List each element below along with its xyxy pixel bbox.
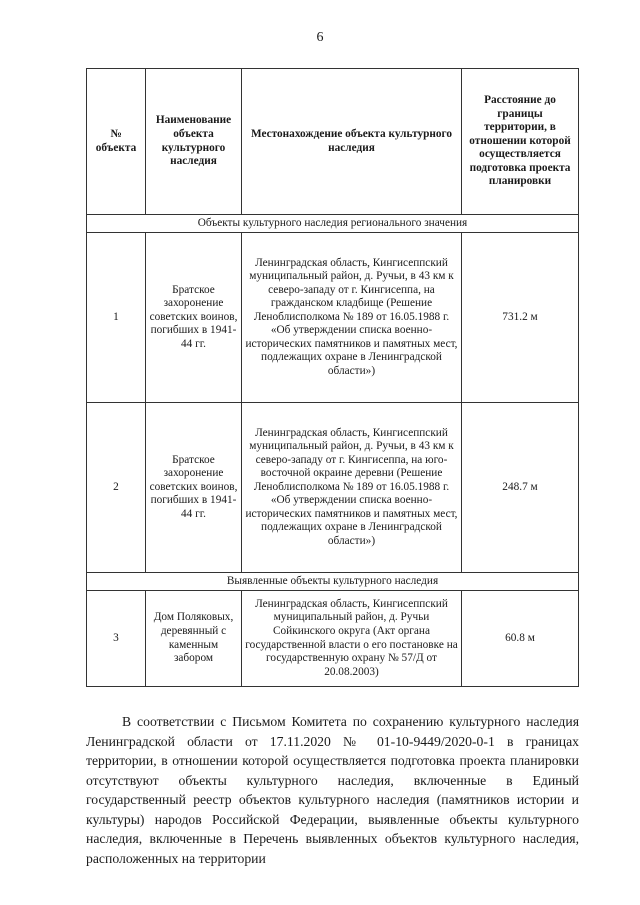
table-row bbox=[87, 233, 579, 403]
table-header-row bbox=[87, 69, 579, 215]
row-number: 3 bbox=[87, 591, 146, 687]
row-object-name: Братское захоронение советских воинов, погибших в 1941-44 гг. bbox=[146, 233, 242, 403]
section-row-identified bbox=[87, 573, 579, 591]
table-row bbox=[87, 403, 579, 573]
row-object-name: Братское захоронение советских воинов, погибших в 1941-44 гг. bbox=[146, 403, 242, 573]
row-distance: 60.8 м bbox=[462, 591, 579, 687]
row-distance: 731.2 м bbox=[462, 233, 579, 403]
row-object-location: Ленинградская область, Кингисеппский муниципальный район, д. Ручьи Сойкинского округа (Акт органа государственной власти о его постановке на государственную охрану № 57/Д от 20.08.2003) bbox=[242, 591, 462, 687]
row-number: 2 bbox=[87, 403, 146, 573]
header-object-location: Местонахождение объекта культурного наследия bbox=[242, 69, 462, 215]
body-paragraph: В соответствии с Письмом Комитета по сохранению культурного наследия Ленинградской области от 17.11.2020 № 01-10-9449/2020-0-1 в границах территории, в отношении которой осуществляется подготовка проекта планировки отсутствуют объекты культурного наследия, включенные в Единый государственный реестр объектов культурного наследия (памятников истории и культуры) народов Российской Федерации, выявленные объекты культурного наследия, включенные в Перечень выявленных объектов культурного наследия, расположенных на территории bbox=[86, 714, 579, 866]
header-object-name: Наименование объекта культурного наследия bbox=[146, 69, 242, 215]
row-distance: 248.7 м bbox=[462, 403, 579, 573]
page-number: 6 bbox=[316, 30, 324, 45]
section-title: Выявленные объекты культурного наследия bbox=[87, 573, 579, 591]
header-distance: Расстояние до границы территории, в отношении которой осуществляется подготовка проекта планировки bbox=[462, 69, 579, 215]
row-number: 1 bbox=[87, 233, 146, 403]
table-row bbox=[87, 591, 579, 687]
row-object-location: Ленинградская область, Кингисеппский муниципальный район, д. Ручьи, в 43 км к северо-западу от г. Кингисеппа, на гражданском кладбище (Решение Леноблисполкома № 189 от 16.05.1988 г. «Об утверждении списка военно-исторических памятников и памятных мест, подлежащих охране в Ленинградской области») bbox=[242, 233, 462, 403]
heritage-objects-table bbox=[86, 68, 579, 687]
row-object-location: Ленинградская область, Кингисеппский муниципальный район, д. Ручьи, в 43 км к северо-западу от г. Кингисеппа, на юго-восточной окраине деревни (Решение Леноблисполкома № 189 от 16.05.1988 г. «Об утверждении списка военно-исторических памятников и памятных мест, подлежащих охране в Ленинградской области») bbox=[242, 403, 462, 573]
header-object-number: № объекта bbox=[87, 69, 146, 215]
row-object-name: Дом Поляковых, деревянный с каменным забором bbox=[146, 591, 242, 687]
section-row-regional bbox=[87, 215, 579, 233]
section-title: Объекты культурного наследия регионального значения bbox=[87, 215, 579, 233]
